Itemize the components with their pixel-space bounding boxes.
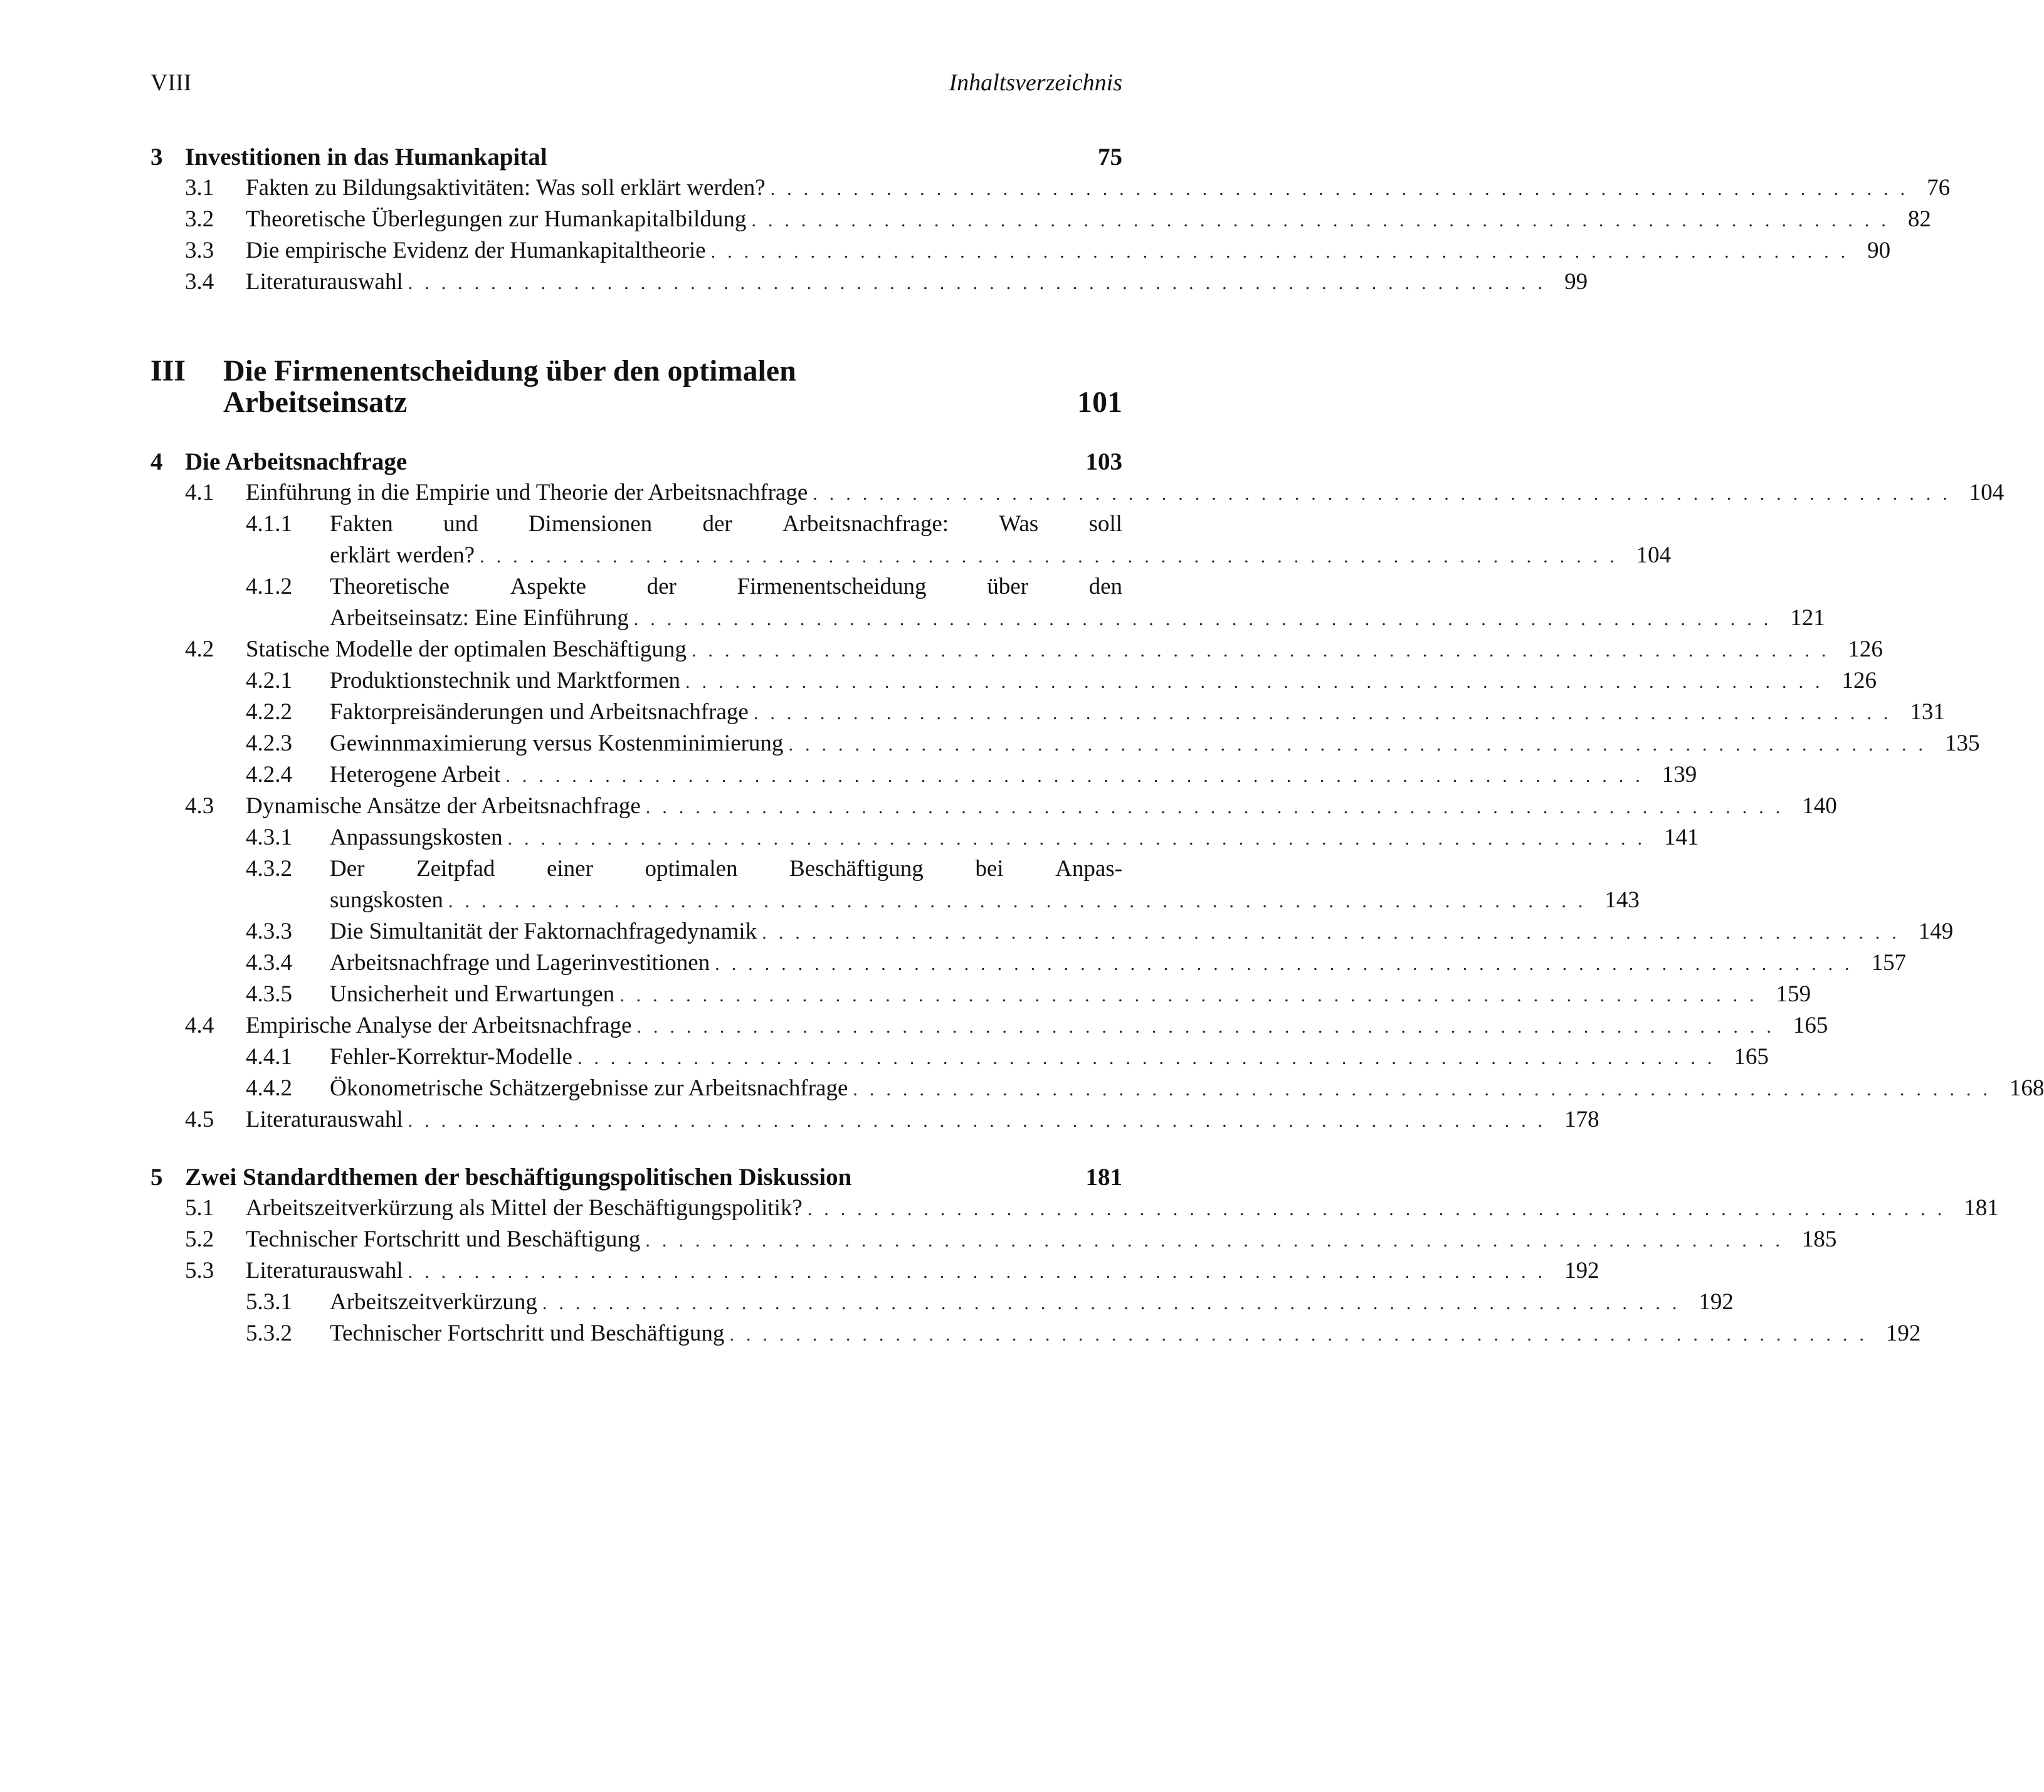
entry-title: Einführung in die Empirie und Theorie der Arbeitsnachfrage [246, 479, 813, 506]
entry-number: 4.5 [185, 1107, 214, 1132]
entry-title: Unsicherheit und Erwartungen [330, 981, 619, 1008]
toc-entry-continuation[interactable] [150, 604, 1825, 636]
dot-leader: ..................................................................... [636, 1016, 1783, 1037]
entry-number: 4.1.1 [246, 511, 292, 537]
entry-number: 4.2.3 [246, 730, 292, 756]
dot-leader: ..................................................................... [408, 273, 1555, 293]
entry-page: 140 [1802, 793, 1837, 819]
dot-leader: ..................................................................... [729, 1324, 1876, 1345]
toc-entry[interactable] [150, 698, 1945, 730]
entry-page: 178 [1564, 1107, 1599, 1132]
chapter-page: 103 [1085, 448, 1122, 475]
toc-entry[interactable] [150, 918, 1954, 949]
toc-entry[interactable] [150, 1194, 1999, 1226]
entry-title-line1: Theoretische Aspekte der Firmenentscheidung über den [330, 574, 1122, 599]
entry-number: 5.1 [185, 1195, 214, 1221]
toc-entry[interactable] [150, 1043, 1769, 1075]
toc-entry[interactable] [150, 1012, 1828, 1043]
entry-title: Literaturauswahl [246, 268, 408, 295]
toc-entry[interactable] [150, 667, 1877, 698]
chapter-title: Investitionen in das Humankapital [185, 144, 547, 171]
entry-title: Arbeitsnachfrage und Lagerinvestitionen [330, 949, 715, 976]
entry-title: Technischer Fortschritt und Beschäftigung [330, 1320, 729, 1347]
entry-title-line1: Fakten und Dimensionen der Arbeitsnachfrage: Was soll [330, 511, 1122, 537]
dot-leader: ..................................................................... [542, 1293, 1689, 1314]
entry-title-line2: sungskosten [330, 887, 448, 914]
dot-leader: ..................................................................... [408, 1110, 1555, 1131]
entry-title: Literaturauswahl [246, 1106, 408, 1133]
entry-page: 181 [1964, 1195, 1999, 1221]
toc-entry[interactable] [150, 636, 1883, 667]
entry-page: 143 [1604, 887, 1640, 913]
entry-page: 141 [1663, 825, 1699, 850]
entry-page: 185 [1801, 1226, 1837, 1252]
entry-number: 4.2.4 [246, 762, 292, 788]
dot-leader: ..................................................................... [619, 985, 1766, 1006]
toc-entry[interactable] [150, 1075, 2044, 1106]
entry-page: 76 [1927, 175, 1951, 201]
chapter-title: Zwei Standardthemen der beschäftigungspolitischen Diskussion [185, 1164, 852, 1191]
dot-leader: ..................................................................... [507, 828, 1654, 849]
entry-page: 165 [1734, 1044, 1769, 1070]
entry-title: Statische Modelle der optimalen Beschäftigung [246, 636, 692, 663]
entry-number: 3.3 [185, 238, 214, 263]
toc-entry[interactable] [150, 206, 1931, 237]
entry-title: Technischer Fortschritt und Beschäftigung [246, 1226, 645, 1253]
toc-entry[interactable] [150, 761, 1697, 793]
entry-page: 149 [1918, 919, 1954, 944]
entry-number: 5.3 [185, 1258, 214, 1283]
chapter-number: 5 [150, 1164, 163, 1191]
entry-number: 4.3.1 [246, 825, 292, 850]
toc-entry[interactable] [150, 1289, 1734, 1320]
toc-entry[interactable] [150, 174, 1951, 206]
dot-leader: ..................................................................... [807, 1199, 1954, 1220]
entry-title-line2: Arbeitseinsatz: Eine Einführung [330, 604, 634, 631]
toc-chapter-4[interactable] [150, 448, 1122, 479]
entry-number: 4.3.3 [246, 919, 292, 944]
dot-leader: ..................................................................... [691, 640, 1838, 661]
entry-page: 126 [1848, 636, 1883, 662]
dot-leader: ..................................................................... [710, 241, 1858, 262]
toc-entry[interactable] [150, 949, 1907, 981]
entry-title: Empirische Analyse der Arbeitsnachfrage [246, 1012, 636, 1039]
running-title: Inhaltsverzeichnis [949, 70, 1122, 96]
entry-title: Produktionstechnik und Marktformen [330, 667, 685, 694]
entry-number: 4.4 [185, 1013, 214, 1038]
dot-leader: ..................................................................... [788, 734, 1935, 755]
entry-number: 5.3.1 [246, 1289, 292, 1315]
entry-number: 4.2.2 [246, 699, 292, 725]
toc-chapter-3[interactable] [150, 143, 1122, 174]
dot-leader: ..................................................................... [505, 766, 1652, 786]
dot-leader: ..................................................................... [751, 210, 1898, 231]
entry-page: 168 [2009, 1075, 2044, 1101]
entry-title: Heterogene Arbeit [330, 761, 505, 788]
dot-leader: ..................................................................... [770, 179, 1917, 199]
entry-page: 139 [1662, 762, 1697, 788]
part-title-line1: Die Firmenentscheidung über den optimalen [223, 354, 796, 387]
entry-number: 4.4.2 [246, 1075, 292, 1101]
entry-page: 90 [1867, 238, 1891, 263]
entry-number: 3.4 [185, 269, 214, 295]
toc-entry[interactable] [150, 981, 1811, 1012]
entry-number: 4.3.5 [246, 981, 292, 1007]
entry-title: Theoretische Überlegungen zur Humankapitalbildung [246, 206, 751, 233]
dot-leader: ..................................................................... [853, 1079, 1999, 1100]
entry-number: 4.1.2 [246, 574, 292, 599]
entry-title: Anpassungskosten [330, 824, 507, 851]
dot-leader: ..................................................................... [715, 954, 1862, 974]
entry-title: Literaturauswahl [246, 1257, 408, 1284]
running-header [150, 69, 1122, 102]
chapter-number: 4 [150, 448, 163, 475]
toc-part-3[interactable] [150, 354, 1122, 423]
entry-title-line2: erklärt werden? [330, 542, 480, 569]
toc-entry[interactable] [150, 1320, 1921, 1351]
entry-title: Fehler-Korrektur-Modelle [330, 1043, 577, 1070]
entry-page: 104 [1969, 480, 2004, 505]
entry-number: 4.3.4 [246, 950, 292, 976]
toc-entry[interactable] [150, 479, 2004, 510]
entry-number: 4.1 [185, 480, 214, 505]
dot-leader: ..................................................................... [762, 922, 1909, 943]
part-page: 101 [1077, 386, 1122, 419]
dot-leader: ..................................................................... [448, 891, 1595, 912]
dot-leader: ..................................................................... [685, 672, 1832, 692]
entry-page: 121 [1790, 605, 1825, 631]
entry-page: 135 [1944, 730, 1980, 756]
dot-leader: ..................................................................... [645, 797, 1793, 818]
entry-number: 5.2 [185, 1226, 214, 1252]
part-title-line2: Arbeitseinsatz [223, 386, 408, 419]
dot-leader: ..................................................................... [813, 483, 1959, 504]
entry-page: 82 [1907, 206, 1931, 232]
entry-page: 131 [1910, 699, 1945, 725]
entry-number: 4.3.2 [246, 856, 292, 882]
toc-entry[interactable] [150, 268, 1588, 300]
toc-entry[interactable] [150, 1106, 1599, 1137]
toc-entry[interactable] [150, 1226, 1837, 1257]
entry-title: Dynamische Ansätze der Arbeitsnachfrage [246, 793, 646, 820]
entry-number: 3.1 [185, 175, 214, 201]
entry-title: Gewinnmaximierung versus Kostenminimierung [330, 730, 788, 757]
toc-entry[interactable] [150, 1257, 1599, 1289]
entry-number: 3.2 [185, 206, 214, 232]
entry-page: 159 [1776, 981, 1811, 1007]
toc-entry[interactable] [150, 793, 1837, 824]
entry-number: 4.4.1 [246, 1044, 292, 1070]
toc-entry[interactable] [150, 824, 1699, 855]
entry-page: 104 [1636, 542, 1672, 568]
entry-page: 99 [1564, 269, 1588, 295]
dot-leader: ..................................................................... [753, 703, 1900, 724]
entry-page: 192 [1564, 1258, 1599, 1283]
part-number: III [150, 354, 186, 387]
entry-number: 5.3.2 [246, 1320, 292, 1346]
dot-leader: ..................................................................... [577, 1048, 1724, 1068]
entry-number: 4.3 [185, 793, 214, 819]
entry-title: Die Simultanität der Faktornachfragedynamik [330, 918, 762, 945]
entry-title: Arbeitszeitverkürzung als Mittel der Beschäftigungspolitik? [246, 1194, 808, 1221]
chapter-page: 75 [1098, 144, 1122, 171]
entry-title: Die empirische Evidenz der Humankapitaltheorie [246, 237, 711, 264]
dot-leader: ..................................................................... [645, 1230, 1792, 1251]
entry-title: Fakten zu Bildungsaktivitäten: Was soll erklärt werden? [246, 174, 771, 201]
toc-entry-continuation[interactable] [150, 542, 1672, 573]
entry-page: 165 [1793, 1013, 1828, 1038]
entry-title: Faktorpreisänderungen und Arbeitsnachfrage [330, 698, 754, 725]
entry-page: 126 [1841, 668, 1877, 693]
entry-number: 4.2.1 [246, 668, 292, 693]
chapter-number: 3 [150, 144, 163, 171]
chapter-title: Die Arbeitsnachfrage [185, 448, 408, 475]
chapter-page: 181 [1085, 1164, 1122, 1191]
entry-title: Ökonometrische Schätzergebnisse zur Arbeitsnachfrage [330, 1075, 853, 1102]
dot-leader: ..................................................................... [408, 1262, 1555, 1282]
entry-number: 4.2 [185, 636, 214, 662]
dot-leader: ..................................................................... [480, 546, 1626, 567]
entry-title-line1: Der Zeitpfad einer optimalen Beschäftigung bei Anpas- [330, 856, 1122, 882]
toc-entry-continuation[interactable] [150, 887, 1640, 918]
page-number: VIII [150, 70, 192, 96]
dot-leader: ..................................................................... [633, 609, 1781, 630]
entry-page: 192 [1699, 1289, 1734, 1315]
toc-chapter-5[interactable] [150, 1163, 1122, 1194]
entry-page: 157 [1871, 950, 1907, 976]
toc-entry[interactable] [150, 237, 1891, 268]
toc-entry[interactable] [150, 730, 1980, 761]
entry-page: 192 [1885, 1320, 1921, 1346]
entry-title: Arbeitszeitverkürzung [330, 1289, 542, 1315]
